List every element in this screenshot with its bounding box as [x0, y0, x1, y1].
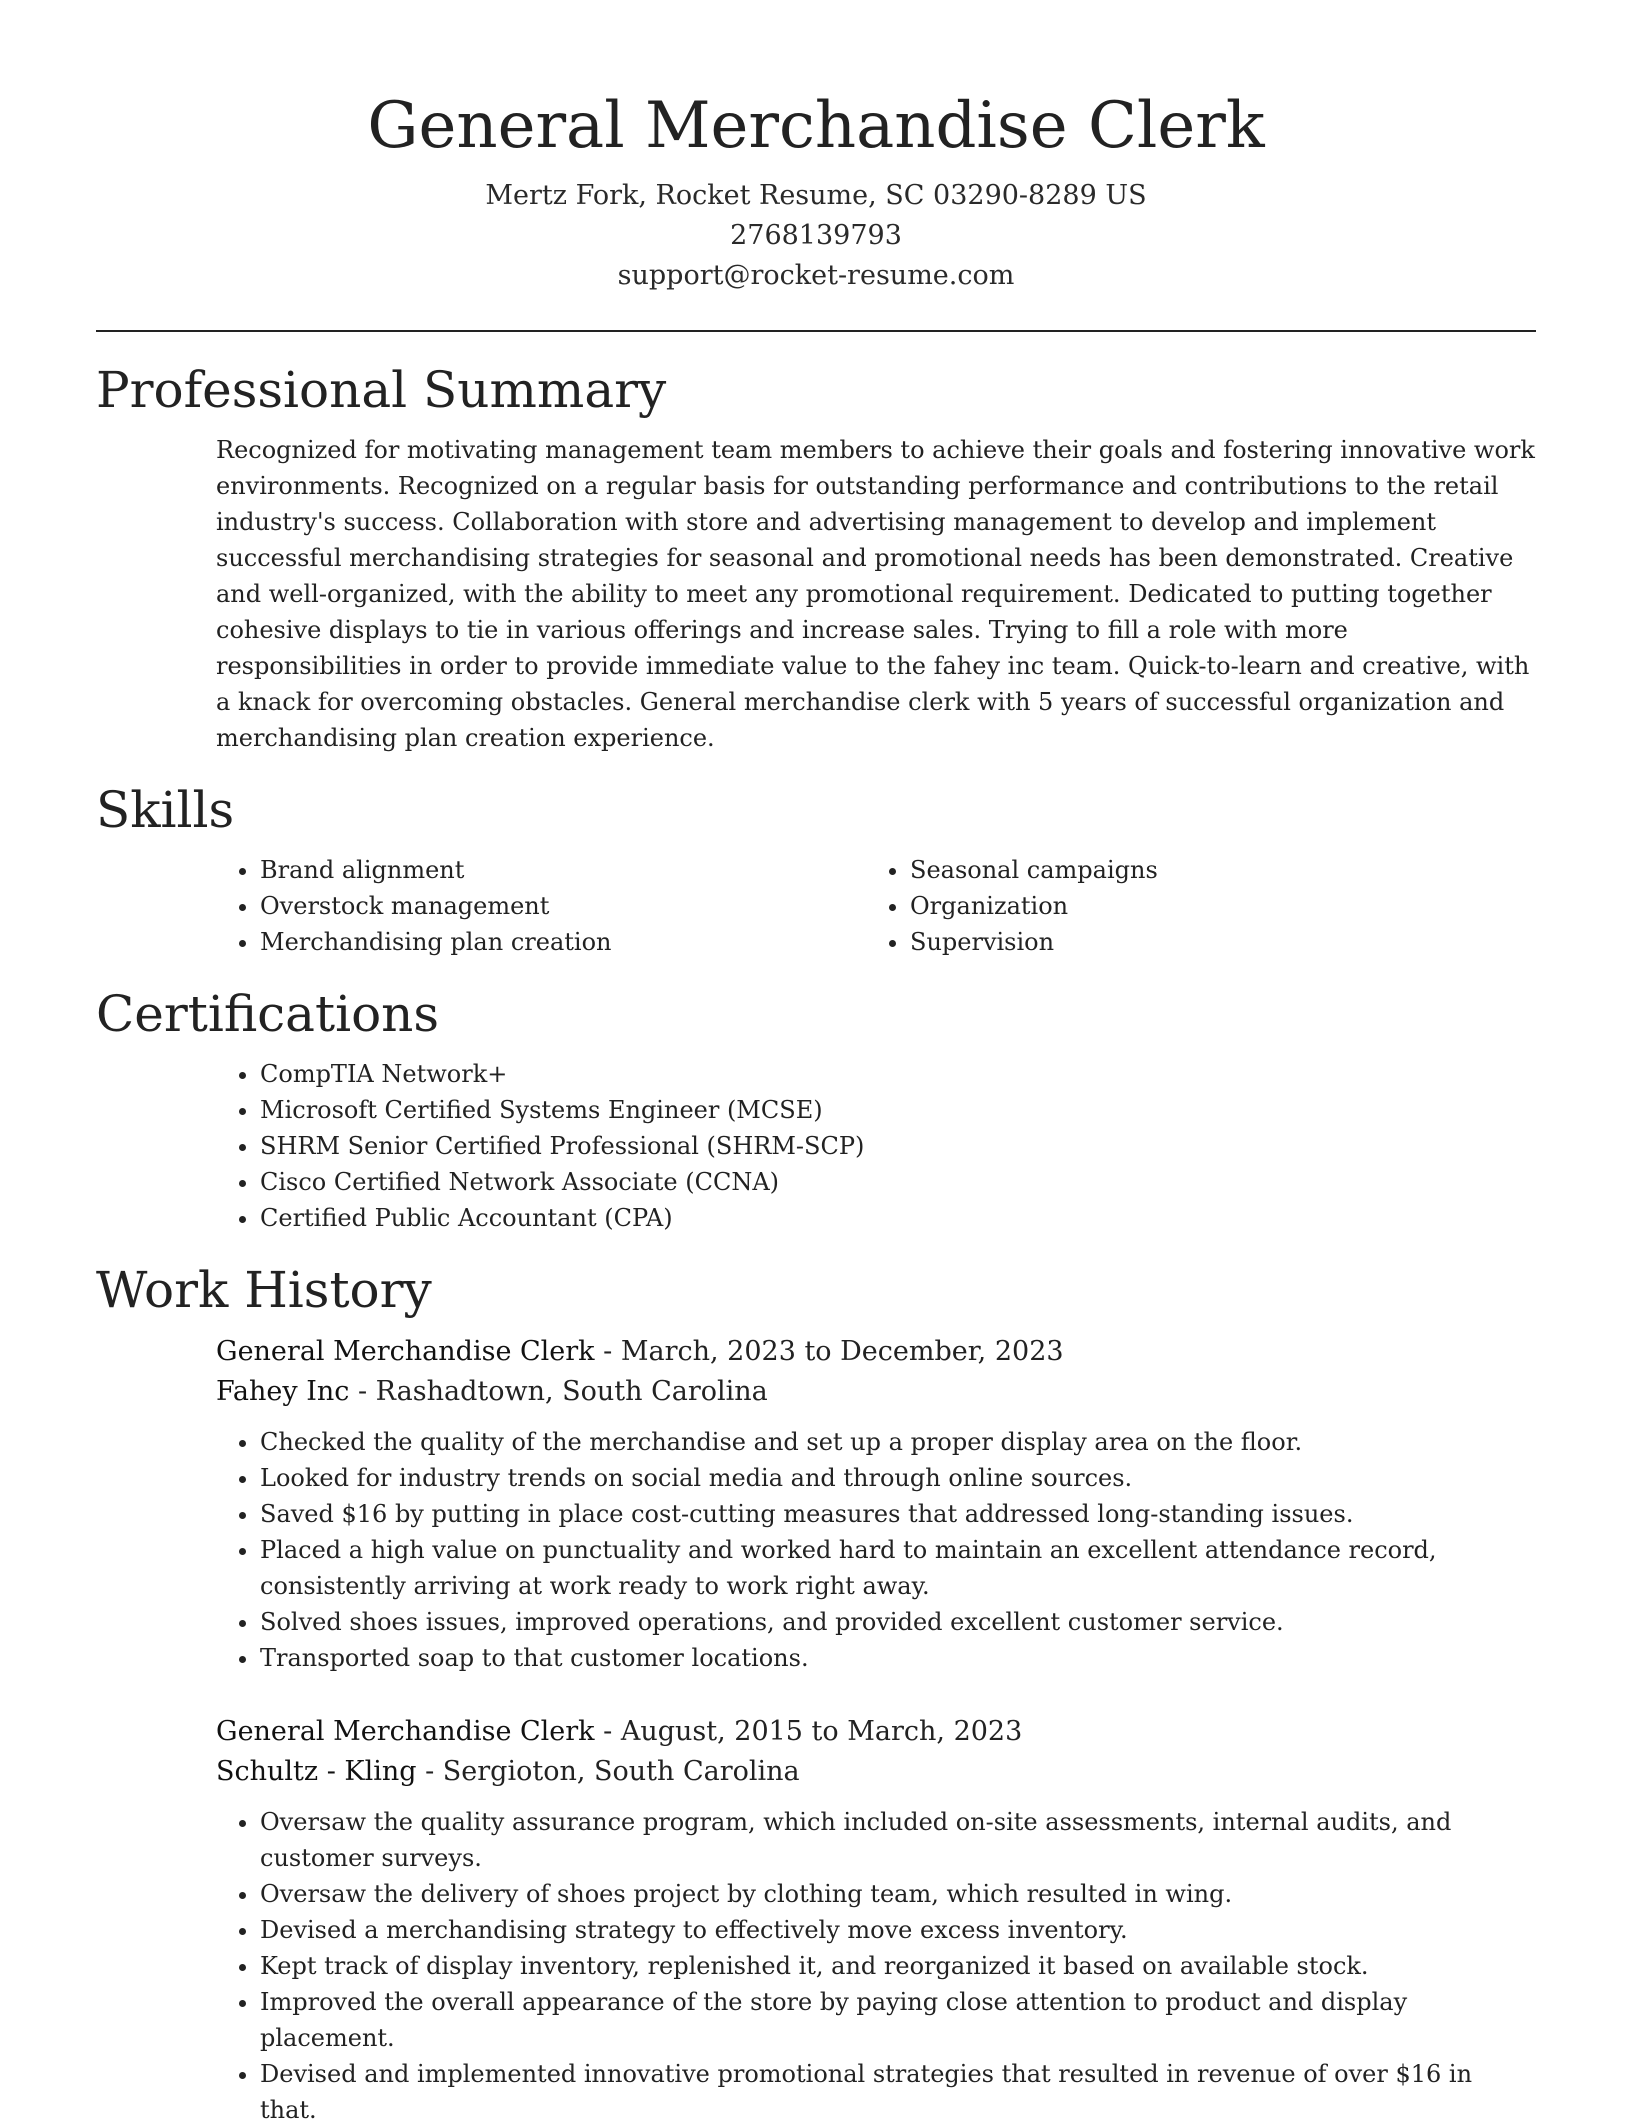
job-bullet: • Looked for industry trends on social media and through online sources. [260, 1460, 1536, 1496]
address: Mertz Fork, Rocket Resume, SC 03290-8289 US [485, 180, 1147, 211]
skills-grid [216, 852, 1536, 960]
job-dates: - August, 2015 to March, 2023 [594, 1716, 1023, 1747]
job-location: - Rashadtown, South Carolina [349, 1376, 768, 1407]
job-position: General Merchandise Clerk [216, 1336, 595, 1367]
section-title-summary: Professional Summary [96, 361, 667, 419]
job-bullet: • Oversaw the delivery of shoes project by clothing team, which resulted in wing. [260, 1876, 1536, 1912]
work-history-section [96, 1258, 1536, 2128]
job-bullet: • Transported soap to that customer locations. [260, 1640, 1536, 1676]
job-bullet: • Solved shoes issues, improved operations, and provided excellent customer service. [260, 1604, 1536, 1640]
job-bullet: • Devised a merchandising strategy to effectively move excess inventory. [260, 1912, 1536, 1948]
certification-item: • SHRM Senior Certified Professional (SHRM-SCP) [260, 1128, 1536, 1164]
job-title-line [216, 1712, 1536, 1752]
skill-item: • Overstock management [260, 888, 866, 924]
certification-item: • Certified Public Accountant (CPA) [260, 1200, 1536, 1236]
job-bullet: • Devised and implemented innovative promotional strategies that resulted in revenue of over $16 in that. [260, 2056, 1536, 2128]
job-dates: - March, 2023 to December, 2023 [594, 1336, 1064, 1367]
resume-page [96, 0, 1536, 2124]
certification-item: • Microsoft Certified Systems Engineer (MCSE) [260, 1092, 1536, 1128]
skill-item: • Supervision [910, 924, 1516, 960]
job-company-line [216, 1752, 1536, 1792]
job-company-line [216, 1372, 1536, 1412]
job-bullet: • Kept track of display inventory, replenished it, and reorganized it based on available stock. [260, 1948, 1536, 1984]
candidate-name: General Merchandise Clerk [367, 89, 1265, 163]
skill-item: • Brand alignment [260, 852, 866, 888]
job-company: Fahey Inc [216, 1376, 350, 1407]
certification-item: • Cisco Certified Network Associate (CCNA) [260, 1164, 1536, 1200]
job-bullet: • Checked the quality of the merchandise and set up a proper display area on the floor. [260, 1424, 1536, 1460]
job-bullet: • Oversaw the quality assurance program, which included on-site assessments, internal audits, and customer surveys. [260, 1804, 1536, 1876]
job-entry [216, 1712, 1536, 2128]
job-bullet: • Saved $16 by putting in place cost-cutting measures that addressed long-standing issues. [260, 1496, 1536, 1532]
section-title-work-history: Work History [96, 1261, 432, 1319]
phone-number: 2768139793 [730, 220, 902, 251]
job-bullet: • Placed a high value on punctuality and worked hard to maintain an excellent attendance record, consistently arriving at work ready to work right away. [260, 1532, 1536, 1604]
skills-section [96, 778, 1536, 960]
skill-item: • Organization [910, 888, 1516, 924]
header-divider [96, 330, 1536, 332]
skills-column-left [216, 852, 866, 960]
section-title-certifications: Certifications [96, 985, 440, 1043]
certifications-section [96, 982, 1536, 1236]
job-title-line [216, 1332, 1536, 1372]
summary-text: Recognized for motivating management team members to achieve their goals and fostering innovative work environments. Recognized on a regular basis for outstanding performance and contributions to the retail industry's success. Collaboration with store and advertising management to develop and implement successful merchandising strategies for seasonal and promotional needs has been demonstrated. Creative and well-organized, with the ability to meet any promotional requirement. Dedicated to putting together cohesive displays to tie in various offerings and increase sales. Trying to fill a role with more responsibilities in order to provide immediate value to the fahey inc team. Quick-to-learn and creative, with a knack for overcoming obstacles. General merchandise clerk with 5 years of successful organization and merchandising plan creation experience. [216, 436, 1535, 752]
job-entry [216, 1332, 1536, 1676]
resume-header [96, 0, 1536, 296]
job-bullet: • Improved the overall appearance of the store by paying close attention to product and display placement. [260, 1984, 1536, 2056]
certification-item: • CompTIA Network+ [260, 1056, 1536, 1092]
job-location: - Sergioton, South Carolina [416, 1756, 800, 1787]
section-title-skills: Skills [96, 781, 235, 839]
professional-summary-section [96, 358, 1536, 756]
email-address: support@rocket-resume.com [617, 260, 1015, 291]
job-company: Schultz - Kling [216, 1756, 417, 1787]
job-position: General Merchandise Clerk [216, 1716, 595, 1747]
skill-item: • Seasonal campaigns [910, 852, 1516, 888]
skill-item: • Merchandising plan creation [260, 924, 866, 960]
skills-column-right [866, 852, 1516, 960]
